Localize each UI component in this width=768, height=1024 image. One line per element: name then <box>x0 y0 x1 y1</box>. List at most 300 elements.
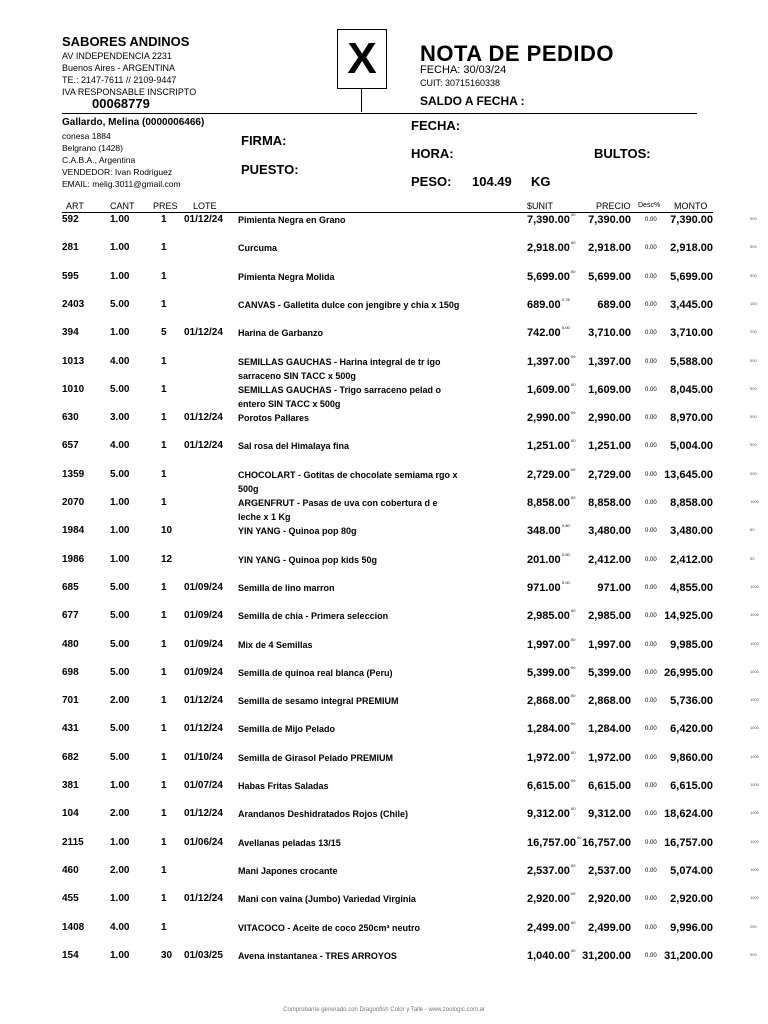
item-art: 2115 <box>62 836 84 848</box>
item-discount: 0.00 <box>645 471 657 478</box>
item-unit-price: 201.00 <box>527 553 561 566</box>
item-amount: 8,858.00 <box>670 497 713 509</box>
item-amount: 3,710.00 <box>670 327 713 340</box>
item-discount: 0.00 <box>645 386 657 393</box>
item-art: 685 <box>62 581 79 593</box>
item-price: 1,972.00 <box>588 751 631 764</box>
item-unit-superscript: 00 <box>571 636 576 642</box>
item-description: Curcuma <box>238 243 278 254</box>
item-discount: 0.00 <box>645 783 657 789</box>
item-discount: 0.00 <box>645 952 657 959</box>
footer-note: Comprobante generado con Dragonfish Color y Talle - www.zoologic.com.ar <box>283 1007 485 1013</box>
item-unit-superscript: 0.76 <box>562 296 570 302</box>
item-price: 8,858.00 <box>588 497 631 509</box>
item-discount: 0.00 <box>645 217 657 223</box>
bultos-label: BULTOS: <box>594 146 651 161</box>
table-row <box>0 412 768 440</box>
item-edge-note: 500 <box>750 951 757 957</box>
item-edge-note: 500 <box>750 216 757 221</box>
table-row <box>0 834 768 865</box>
item-amount: 26,995.00 <box>664 666 713 679</box>
document-date: FECHA: 30/03/24 <box>420 64 507 76</box>
item-cant: 2.00 <box>110 695 130 707</box>
header-divider <box>62 113 697 114</box>
document-number: 00068779 <box>92 96 150 111</box>
item-price: 2,920.00 <box>588 893 631 906</box>
document-title: NOTA DE PEDIDO <box>420 41 615 66</box>
table-row <box>0 497 768 525</box>
item-unit-superscript: 00 <box>571 693 576 699</box>
item-lote: 01/07/24 <box>184 780 223 791</box>
item-unit-price: 1,397.00 <box>527 355 570 368</box>
item-unit-price: 2,918.00 <box>527 242 570 255</box>
item-price: 6,615.00 <box>588 780 631 792</box>
item-price: 2,537.00 <box>588 864 631 877</box>
item-pres: 1 <box>161 638 167 650</box>
item-price: 689.00 <box>597 298 631 311</box>
item-art: 1010 <box>62 383 85 395</box>
item-price: 3,710.00 <box>588 327 631 340</box>
item-art: 2403 <box>62 298 85 310</box>
item-unit-price: 689.00 <box>527 298 561 311</box>
item-unit-superscript: 00 <box>571 353 576 359</box>
col-header-art: ART <box>66 201 84 211</box>
item-unit-price: 2,729.00 <box>527 468 570 481</box>
company-city: Buenos Aires - ARGENTINA <box>62 63 176 73</box>
document-cuit: CUIT: 30715160338 <box>420 78 501 88</box>
item-price: 971.00 <box>597 581 631 594</box>
item-edge-note: 1000 <box>750 753 759 759</box>
table-row <box>0 466 768 497</box>
item-amount: 13,645.00 <box>664 468 713 481</box>
item-description: SEMILLAS GAUCHAS - Harina integral de tr igo sarraceno SIN TACC x 500g <box>238 356 441 381</box>
item-amount: 5,588.00 <box>670 355 713 368</box>
client-name: Gallardo, Melina (0000006466) <box>62 117 205 128</box>
item-edge-note: 500 <box>750 272 757 278</box>
item-discount: 0.00 <box>645 924 657 931</box>
item-cant: 5.00 <box>110 298 130 310</box>
item-art: 701 <box>62 695 79 707</box>
item-edge-note: 500 <box>750 385 757 391</box>
item-cant: 1.00 <box>110 214 130 225</box>
item-unit-superscript: 00 <box>571 410 576 416</box>
item-edge-note: 500 <box>750 470 757 476</box>
item-art: 431 <box>62 723 79 735</box>
item-pres: 1 <box>161 666 167 678</box>
table-row <box>0 893 768 921</box>
item-unit-price: 5,399.00 <box>527 666 570 679</box>
item-edge-note: 250 <box>750 923 757 929</box>
table-row <box>0 353 768 384</box>
table-row <box>0 636 768 667</box>
item-description: SEMILLAS GAUCHAS - Trigo sarraceno pelad o entero SIN TACC x 500g <box>238 384 442 409</box>
item-unit-price: 742.00 <box>527 327 561 340</box>
item-edge-note: 500 <box>750 442 757 448</box>
item-amount: 4,855.00 <box>670 581 713 594</box>
item-art: 394 <box>62 327 79 339</box>
item-unit-superscript: 00 <box>571 212 576 217</box>
table-row <box>0 296 768 327</box>
table-row <box>0 664 768 695</box>
item-unit-superscript: 00 <box>571 664 576 670</box>
table-row <box>0 242 768 270</box>
item-pres: 1 <box>161 581 167 593</box>
item-cant: 1.00 <box>110 270 130 282</box>
item-edge-note: 80 <box>750 527 755 533</box>
item-description: YIN YANG - Quinoa pop kids 50g <box>238 554 378 565</box>
item-price: 5,399.00 <box>588 666 631 679</box>
item-unit-price: 1,251.00 <box>527 440 570 453</box>
item-discount: 0.00 <box>645 839 657 846</box>
item-discount: 0.00 <box>645 415 657 422</box>
item-discount: 0.00 <box>645 443 657 450</box>
item-description: CANVAS - Galletita dulce con jengibre y chia x 150g <box>238 299 460 310</box>
item-description: Semilla de sesamo integral PREMIUM <box>238 696 399 707</box>
item-pres: 12 <box>161 553 173 565</box>
item-art: 1408 <box>62 921 85 933</box>
item-cant: 2.00 <box>110 808 130 820</box>
item-art: 381 <box>62 780 79 791</box>
item-unit-superscript: 00 <box>571 466 576 472</box>
item-cant: 4.00 <box>110 355 130 367</box>
item-art: 630 <box>62 412 79 424</box>
item-price: 9,312.00 <box>588 808 631 821</box>
col-header-desc: Desc% <box>638 202 661 209</box>
item-price: 2,868.00 <box>588 695 631 708</box>
item-art: 1984 <box>62 525 85 537</box>
item-amount: 6,420.00 <box>670 723 713 736</box>
item-description: Semilla de chia - Primera seleccion <box>238 611 389 622</box>
item-art: 1986 <box>62 553 85 565</box>
item-amount: 9,985.00 <box>670 638 713 651</box>
item-pres: 1 <box>161 440 167 452</box>
table-row <box>0 862 768 893</box>
item-art: 281 <box>62 242 79 254</box>
client-street: conesa 1884 <box>62 131 111 141</box>
item-description: Harina de Garbanzo <box>238 328 324 339</box>
item-lote: 01/09/24 <box>184 638 223 650</box>
item-pres: 1 <box>161 242 167 254</box>
item-description: Avena instantanea - TRES ARROYOS <box>238 950 397 961</box>
item-price: 1,284.00 <box>588 723 631 736</box>
item-unit-superscript: 00 <box>571 268 576 274</box>
item-pres: 1 <box>161 751 167 763</box>
item-unit-superscript: 00 <box>571 862 576 868</box>
item-cant: 1.00 <box>110 893 130 905</box>
client-seller: VENDEDOR: Ivan Rodriguez <box>62 167 173 177</box>
item-cant: 4.00 <box>110 440 130 452</box>
item-amount: 5,004.00 <box>670 440 713 453</box>
item-amount: 8,045.00 <box>670 383 713 396</box>
item-cant: 1.00 <box>110 949 130 961</box>
item-price: 3,480.00 <box>588 525 631 538</box>
table-row <box>0 440 768 468</box>
item-unit-price: 348.00 <box>527 525 561 538</box>
item-edge-note: 1000 <box>750 782 759 787</box>
item-unit-superscript: 5.00 <box>562 579 570 585</box>
item-discount: 0.00 <box>645 754 657 761</box>
item-unit-superscript: 00 <box>571 806 576 812</box>
item-amount: 2,412.00 <box>670 553 713 566</box>
item-pres: 1 <box>161 836 167 848</box>
item-price: 2,499.00 <box>588 921 631 934</box>
item-unit-price: 2,985.00 <box>527 610 570 623</box>
item-cant: 5.00 <box>110 751 130 763</box>
item-unit-superscript: 00 <box>571 778 576 783</box>
item-edge-note: 1000 <box>750 668 759 674</box>
item-discount: 0.00 <box>645 330 657 337</box>
item-unit-price: 8,858.00 <box>527 497 570 509</box>
item-edge-note: 1000 <box>750 725 759 731</box>
item-pres: 1 <box>161 695 167 707</box>
item-pres: 1 <box>161 893 167 905</box>
item-discount: 0.00 <box>645 584 657 591</box>
company-name: SABORES ANDINOS <box>62 34 190 49</box>
item-amount: 31,200.00 <box>664 949 713 962</box>
item-amount: 2,920.00 <box>670 893 713 906</box>
item-unit-superscript: 5.00 <box>562 325 570 331</box>
item-price: 5,699.00 <box>588 270 631 283</box>
firma-label: FIRMA: <box>241 133 287 148</box>
table-row <box>0 723 768 751</box>
item-discount: 0.00 <box>645 245 657 252</box>
item-discount: 0.00 <box>645 811 657 818</box>
item-discount: 0.00 <box>645 698 657 705</box>
item-unit-price: 2,990.00 <box>527 412 570 425</box>
item-cant: 3.00 <box>110 412 130 424</box>
item-cant: 5.00 <box>110 638 130 650</box>
item-description: Mani Japones crocante <box>238 865 338 876</box>
item-cant: 2.00 <box>110 864 130 876</box>
item-pres: 1 <box>161 497 167 508</box>
item-edge-note: 50 <box>750 555 755 561</box>
item-price: 1,397.00 <box>588 355 631 368</box>
item-lote: 01/12/24 <box>184 695 223 707</box>
item-pres: 1 <box>161 808 167 820</box>
item-description: Semilla de Girasol Pelado PREMIUM <box>238 752 394 763</box>
item-price: 2,985.00 <box>588 610 631 623</box>
item-edge-note: 1000 <box>750 612 759 618</box>
item-edge-note: 500 <box>750 357 757 363</box>
item-pres: 1 <box>161 270 167 282</box>
item-unit-price: 5,699.00 <box>527 270 570 283</box>
item-unit-price: 2,920.00 <box>527 893 570 906</box>
item-cant: 1.00 <box>110 553 130 565</box>
item-discount: 0.00 <box>645 500 657 506</box>
item-lote: 01/10/24 <box>184 751 223 763</box>
item-art: 2070 <box>62 497 85 508</box>
item-art: 1359 <box>62 468 85 480</box>
item-art: 460 <box>62 864 79 876</box>
item-pres: 1 <box>161 383 167 395</box>
table-row <box>0 780 768 808</box>
item-discount: 0.00 <box>645 867 657 874</box>
item-unit-price: 2,537.00 <box>527 864 570 877</box>
item-unit-superscript: 00 <box>571 721 576 727</box>
item-pres: 1 <box>161 214 167 225</box>
item-pres: 1 <box>161 864 167 876</box>
item-amount: 16,757.00 <box>664 836 713 849</box>
item-discount: 0.00 <box>645 556 657 563</box>
item-art: 682 <box>62 751 79 763</box>
item-unit-price: 1,997.00 <box>527 638 570 651</box>
item-unit-price: 6,615.00 <box>527 780 570 792</box>
item-art: 1013 <box>62 355 85 367</box>
item-unit-price: 7,390.00 <box>527 214 570 226</box>
table-row <box>0 381 768 412</box>
item-unit-price: 9,312.00 <box>527 808 570 821</box>
item-description: Mani con vaina (Jumbo) Variedad Virginia <box>238 894 416 905</box>
table-row <box>0 214 768 242</box>
item-description: CHOCOLART - Gotitas de chocolate semiama rgo x 500g <box>238 469 458 494</box>
item-discount: 0.00 <box>645 613 657 620</box>
item-discount: 0.00 <box>645 726 657 733</box>
item-cant: 5.00 <box>110 610 130 622</box>
table-row <box>0 749 768 780</box>
letter-box-stem <box>361 89 362 112</box>
item-unit-superscript: 00 <box>571 919 576 925</box>
item-unit-price: 16,757.00 <box>527 836 576 849</box>
item-pres: 1 <box>161 468 167 480</box>
item-unit-price: 2,868.00 <box>527 695 570 708</box>
item-amount: 5,074.00 <box>670 864 713 877</box>
item-art: 677 <box>62 610 79 622</box>
item-edge-note: 200 <box>750 329 757 335</box>
item-edge-note: 1000 <box>750 810 759 816</box>
item-art: 455 <box>62 893 79 905</box>
item-pres: 1 <box>161 723 167 735</box>
item-amount: 6,615.00 <box>670 780 713 792</box>
item-edge-note: 150 <box>750 300 757 306</box>
item-pres: 5 <box>161 327 167 339</box>
item-pres: 1 <box>161 412 167 424</box>
item-pres: 1 <box>161 921 167 933</box>
item-unit-superscript: 00 <box>571 240 576 246</box>
item-discount: 0.00 <box>645 528 657 535</box>
item-cant: 1.00 <box>110 327 130 339</box>
item-unit-superscript: 00 <box>571 438 576 444</box>
item-cant: 1.00 <box>110 780 130 791</box>
table-row <box>0 919 768 950</box>
item-price: 16,757.00 <box>582 836 631 849</box>
item-art: 104 <box>62 808 79 820</box>
item-cant: 5.00 <box>110 723 130 735</box>
item-unit-superscript: 00 <box>577 834 582 840</box>
item-discount: 0.00 <box>645 273 657 280</box>
table-row <box>0 610 768 638</box>
item-discount: 0.00 <box>645 358 657 365</box>
peso-unit: KG <box>531 174 551 189</box>
item-description: Mix de 4 Semillas <box>238 639 313 650</box>
item-unit-superscript: 00 <box>571 749 576 755</box>
item-art: 698 <box>62 666 79 678</box>
item-amount: 18,624.00 <box>664 808 713 821</box>
item-unit-price: 1,040.00 <box>527 949 570 962</box>
item-art: 595 <box>62 270 79 282</box>
item-unit-superscript: 0.80 <box>562 523 570 529</box>
table-row <box>0 327 768 355</box>
item-description: Avellanas peladas 13/15 <box>238 837 341 848</box>
item-price: 2,412.00 <box>588 553 631 566</box>
document-letter-box: X <box>337 29 387 89</box>
item-edge-note: 1000 <box>750 499 759 504</box>
table-row <box>0 268 768 299</box>
item-pres: 1 <box>161 610 167 622</box>
item-cant: 1.00 <box>110 525 130 537</box>
item-cant: 5.00 <box>110 468 130 480</box>
item-description: Semilla de lino marron <box>238 582 335 593</box>
item-amount: 9,996.00 <box>670 921 713 934</box>
col-header-precio: PRECIO <box>596 201 631 211</box>
item-amount: 5,699.00 <box>670 270 713 283</box>
company-phone: TE.: 2147-7611 // 2109-9447 <box>62 75 177 85</box>
table-row <box>0 808 768 836</box>
item-price: 2,918.00 <box>588 242 631 255</box>
item-lote: 01/12/24 <box>184 327 223 339</box>
table-row <box>0 695 768 723</box>
item-description: VITACOCO - Aceite de coco 250cm³ neutro <box>238 922 421 933</box>
item-lote: 01/12/24 <box>184 893 223 905</box>
table-row <box>0 579 768 610</box>
company-address: AV INDEPENDENCIA 2231 <box>62 51 172 61</box>
item-amount: 9,860.00 <box>670 751 713 764</box>
item-pres: 1 <box>161 298 167 310</box>
peso-value: 104.49 <box>472 174 512 189</box>
item-unit-superscript: 00 <box>571 495 576 500</box>
item-art: 154 <box>62 949 79 961</box>
item-edge-note: 1000 <box>750 640 759 646</box>
item-description: Semilla de Mijo Pelado <box>238 724 336 735</box>
item-edge-note: 1000 <box>750 895 759 901</box>
item-price: 1,609.00 <box>588 383 631 396</box>
item-unit-price: 971.00 <box>527 581 561 594</box>
item-lote: 01/03/25 <box>184 949 223 961</box>
col-header-lote: LOTE <box>193 201 217 211</box>
item-cant: 5.00 <box>110 581 130 593</box>
item-unit-superscript: 00 <box>571 608 576 614</box>
item-description: Semilla de quinoa real blanca (Peru) <box>238 667 393 678</box>
item-amount: 3,445.00 <box>670 298 713 311</box>
item-lote: 01/12/24 <box>184 214 223 225</box>
item-discount: 0.00 <box>645 669 657 676</box>
item-edge-note: 1000 <box>750 866 759 872</box>
item-amount: 8,970.00 <box>670 412 713 425</box>
item-lote: 01/12/24 <box>184 412 223 424</box>
item-unit-price: 2,499.00 <box>527 921 570 934</box>
item-lote: 01/12/24 <box>184 440 223 452</box>
item-lote: 01/12/24 <box>184 808 223 820</box>
item-lote: 01/12/24 <box>184 723 223 735</box>
item-edge-note: 500 <box>750 244 757 250</box>
item-description: Habas Fritas Saladas <box>238 781 329 791</box>
item-price: 2,990.00 <box>588 412 631 425</box>
item-unit-superscript: 00 <box>571 947 576 953</box>
item-description: Porotos Pallares <box>238 413 310 424</box>
item-amount: 3,480.00 <box>670 525 713 538</box>
table-row <box>0 525 768 553</box>
item-price: 1,251.00 <box>588 440 631 453</box>
client-city: C.A.B.A., Argentina <box>62 155 136 165</box>
item-price: 1,997.00 <box>588 638 631 651</box>
company-tax-status: IVA RESPONSABLE INSCRIPTO <box>62 87 197 97</box>
item-lote: 01/06/24 <box>184 836 223 848</box>
puesto-label: PUESTO: <box>241 162 299 177</box>
item-unit-price: 1,284.00 <box>527 723 570 736</box>
item-cant: 5.00 <box>110 383 130 395</box>
item-cant: 1.00 <box>110 497 130 508</box>
item-pres: 1 <box>161 355 167 367</box>
item-unit-price: 1,609.00 <box>527 383 570 396</box>
